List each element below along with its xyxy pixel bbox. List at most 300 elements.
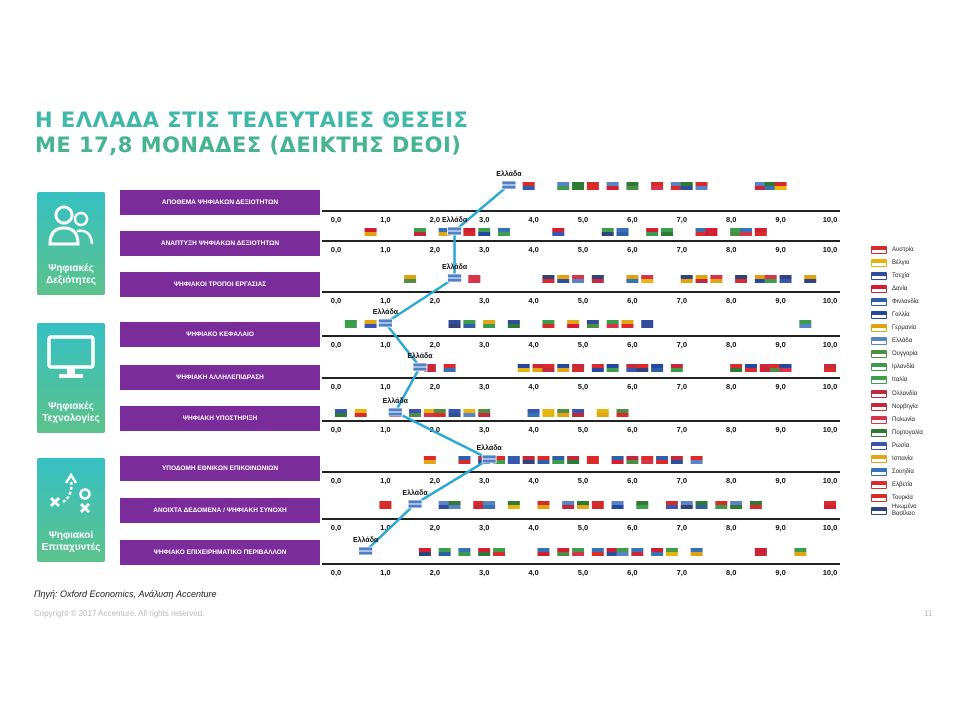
legend-flag-icon — [871, 494, 887, 502]
tick-label: 1,0 — [380, 523, 391, 532]
country-flag-point — [557, 182, 569, 186]
tick-label: 7,0 — [676, 215, 688, 224]
tick-label: 5,0 — [577, 568, 589, 577]
country-flag-point — [463, 232, 475, 236]
legend-flag-icon — [871, 455, 887, 463]
country-flag-point — [824, 364, 836, 368]
tick-label: 6,0 — [627, 523, 638, 532]
country-flag-point — [755, 232, 767, 236]
tick-label: 4,0 — [528, 568, 539, 577]
country-flag-point — [631, 552, 643, 556]
country-flag-point — [636, 505, 648, 509]
country-flag-point — [542, 279, 554, 283]
legend-label: Δανία — [892, 285, 908, 292]
country-flag-point — [463, 320, 475, 324]
country-flag-point — [592, 275, 604, 279]
legend-item — [871, 335, 940, 348]
country-flag-point — [478, 548, 490, 552]
country-flag-point — [740, 232, 752, 236]
tick-label: 2,0 — [429, 568, 441, 577]
country-flag-point — [651, 368, 663, 372]
country-flag-point — [478, 409, 490, 413]
country-flag-point — [621, 324, 633, 328]
country-flag-point — [577, 501, 589, 505]
tick-label: 6,0 — [627, 245, 638, 254]
country-flag-point — [745, 368, 757, 372]
country-flag-point — [424, 456, 436, 460]
country-flag-point — [592, 364, 604, 368]
tick-label: 8,0 — [725, 568, 737, 577]
country-flag-point — [607, 320, 619, 324]
country-flag-point — [597, 409, 609, 413]
country-flag-point — [626, 182, 638, 186]
country-flag-point — [463, 228, 475, 232]
country-flag-point — [612, 456, 624, 460]
category-label-line1: Ψηφιακοί — [48, 530, 94, 541]
tick-label: 4,0 — [528, 476, 539, 485]
country-flag-point — [572, 275, 584, 279]
country-flag-point — [681, 186, 693, 190]
category-label-line2: Επιταχυντές — [41, 542, 101, 553]
country-flag-point — [478, 552, 490, 556]
country-flag-point — [458, 552, 470, 556]
legend-label: Ιταλία — [892, 377, 908, 384]
tick-label: 5,0 — [577, 245, 589, 254]
greece-point-label: Ελλάδα — [353, 537, 379, 544]
tick-label: 9,0 — [775, 382, 786, 391]
tick-label: 8,0 — [725, 245, 737, 254]
metric-label: ΨΗΦΙΑΚΟΙ ΤΡΟΠΟΙ ΕΡΓΑΣΙΑΣ — [120, 272, 320, 297]
country-flag-point — [444, 364, 456, 368]
country-flag-point — [696, 275, 708, 279]
country-flag-point — [641, 460, 653, 464]
country-flag-point — [365, 324, 377, 328]
country-flag-point — [755, 228, 767, 232]
legend-label: Ολλανδία — [892, 390, 918, 397]
country-flag-point — [567, 324, 579, 328]
country-flag-point — [552, 232, 564, 236]
country-flag-point — [449, 320, 461, 324]
tick-label: 6,0 — [627, 340, 638, 349]
country-flag-point — [478, 413, 490, 417]
page-number: 11 — [924, 609, 933, 618]
legend-label: Ηνωμένο Βασίλειο — [892, 504, 917, 518]
country-flag-point — [607, 364, 619, 368]
tick-label: 10,0 — [822, 425, 838, 434]
chart-legend — [871, 243, 940, 518]
legend-label: Ελλάδα — [892, 338, 913, 345]
country-flag-point — [587, 320, 599, 324]
country-flag-point — [651, 552, 663, 556]
country-flag-point — [572, 182, 584, 186]
country-flag-point — [542, 320, 554, 324]
country-flag-point — [345, 320, 357, 324]
country-flag-point — [414, 232, 426, 236]
country-flag-point — [523, 456, 535, 460]
tick-label: 8,0 — [725, 382, 737, 391]
country-flag-point — [483, 324, 495, 328]
country-flag-point — [799, 320, 811, 324]
legend-label: Φινλανδία — [892, 298, 919, 305]
tick-label: 0,0 — [330, 425, 342, 434]
tick-label: 10,0 — [822, 215, 838, 224]
country-flag-point — [602, 232, 614, 236]
tick-label: 5,0 — [577, 215, 589, 224]
legend-item — [871, 387, 940, 400]
legend-item — [871, 282, 940, 295]
country-flag-point — [730, 364, 742, 368]
legend-flag-icon — [871, 259, 887, 267]
legend-label: Ουγγαρία — [892, 351, 918, 358]
tick-label: 4,0 — [528, 425, 539, 434]
legend-label: Γερμανία — [892, 325, 917, 332]
country-flag-point — [572, 368, 584, 372]
country-flag-point — [626, 186, 638, 190]
category-label-line2: Τεχνολογίες — [42, 413, 100, 424]
country-flag-point — [696, 501, 708, 505]
country-flag-point — [493, 548, 505, 552]
country-flag-point — [612, 505, 624, 509]
country-flag-point — [696, 186, 708, 190]
tick-label: 7,0 — [676, 382, 688, 391]
country-flag-point — [508, 324, 520, 328]
country-flag-point — [750, 501, 762, 505]
country-flag-point — [602, 228, 614, 232]
country-flag-point — [666, 501, 678, 505]
source-note: Πηγή: Oxford Economics, Ανάλυση Accenture — [34, 589, 217, 599]
country-flag-point — [355, 413, 367, 417]
metric-label: ΨΗΦΙΑΚΗ ΥΠΟΣΤΗΡΙΞΗ — [120, 406, 320, 431]
tick-label: 8,0 — [725, 425, 737, 434]
tick-label: 4,0 — [528, 382, 539, 391]
country-flag-point — [483, 501, 495, 505]
country-flag-point — [409, 409, 421, 413]
country-flag-point — [424, 460, 436, 464]
country-flag-point — [617, 548, 629, 552]
category-label-line2: Δεξιότητες — [46, 275, 96, 286]
tick-label: 2,0 — [429, 523, 441, 532]
country-flag-point — [735, 279, 747, 283]
tick-label: 1,0 — [380, 215, 391, 224]
country-flag-point — [745, 364, 757, 368]
country-flag-point — [656, 460, 668, 464]
tick-label: 4,0 — [528, 215, 539, 224]
legend-item — [871, 413, 940, 426]
country-flag-point — [498, 228, 510, 232]
country-flag-point — [607, 368, 619, 372]
tick-label: 9,0 — [775, 425, 786, 434]
tick-label: 0,0 — [330, 523, 342, 532]
country-flag-point — [715, 501, 727, 505]
tick-label: 8,0 — [725, 340, 737, 349]
country-flag-point — [715, 505, 727, 509]
country-flag-point — [681, 275, 693, 279]
country-flag-point — [691, 552, 703, 556]
country-flag-point — [641, 320, 653, 324]
legend-flag-icon — [871, 298, 887, 306]
country-flag-point — [656, 456, 668, 460]
tick-label: 1,0 — [380, 296, 391, 305]
tick-label: 10,0 — [822, 340, 838, 349]
country-flag-point — [572, 548, 584, 552]
country-flag-point — [597, 413, 609, 417]
greece-point-label: Ελλάδα — [441, 217, 468, 224]
greece-point-label: Ελλάδα — [441, 264, 468, 271]
country-flag-point — [666, 505, 678, 509]
country-flag-point — [730, 368, 742, 372]
country-flag-point — [478, 232, 490, 236]
tick-label: 9,0 — [775, 523, 786, 532]
country-flag-point — [617, 413, 629, 417]
country-flag-point — [572, 364, 584, 368]
tick-label: 0,0 — [330, 476, 342, 485]
legend-flag-icon — [871, 390, 887, 398]
metric-label: ΥΠΟΔΟΜΗ ΕΘΝΙΚΩΝ ΕΠΙΚΟΙΝΩΝΙΩΝ — [120, 456, 320, 481]
country-flag-point — [523, 186, 535, 190]
country-flag-point — [572, 186, 584, 190]
country-flag-point — [537, 501, 549, 505]
legend-item — [871, 439, 940, 452]
tick-label: 5,0 — [577, 340, 589, 349]
country-flag-point — [651, 186, 663, 190]
country-flag-point — [572, 279, 584, 283]
country-flag-point — [804, 279, 816, 283]
tick-label: 2,0 — [429, 382, 441, 391]
country-flag-point — [671, 368, 683, 372]
tick-label: 10,0 — [822, 382, 838, 391]
country-flag-point — [651, 182, 663, 186]
legend-label: Αυστρία — [892, 246, 914, 253]
tick-label: 2,0 — [429, 425, 441, 434]
country-flag-point — [592, 548, 604, 552]
tick-label: 3,0 — [478, 382, 490, 391]
greece-point-label: Ελλάδα — [382, 398, 408, 405]
tick-label: 7,0 — [676, 425, 688, 434]
tick-label: 9,0 — [775, 215, 786, 224]
legend-item — [871, 492, 940, 505]
title-line-1: Η ΕΛΛΑΔΑ ΣΤΙΣ ΤΕΛΕΥΤΑΙΕΣ ΘΕΣΕΙΣ — [35, 108, 469, 132]
legend-item — [871, 269, 940, 282]
country-flag-point — [710, 279, 722, 283]
country-flag-point — [780, 364, 792, 368]
metric-label: ΨΗΦΙΑΚΟ ΚΕΦΑΛΑΙΟ — [120, 322, 320, 347]
greece-point-label: Ελλάδα — [372, 309, 399, 316]
tick-label: 7,0 — [676, 568, 688, 577]
country-flag-point — [449, 501, 461, 505]
country-flag-point — [592, 368, 604, 372]
country-flag-point — [587, 182, 599, 186]
tick-label: 10,0 — [822, 245, 838, 254]
country-flag-point — [557, 552, 569, 556]
legend-item — [871, 361, 940, 374]
tick-label: 7,0 — [676, 476, 688, 485]
country-flag-point — [404, 275, 416, 279]
legend-flag-icon — [871, 246, 887, 254]
country-flag-point — [537, 505, 549, 509]
country-flag-point — [523, 460, 535, 464]
country-flag-point — [449, 505, 461, 509]
country-flag-point — [542, 413, 554, 417]
country-flag-point — [449, 413, 461, 417]
country-flag-point — [493, 552, 505, 556]
legend-flag-icon — [871, 285, 887, 293]
legend-item — [871, 243, 940, 256]
legend-label: Νορβηγία — [892, 403, 918, 410]
tick-label: 9,0 — [775, 245, 786, 254]
country-flag-point — [557, 186, 569, 190]
country-flag-point — [508, 501, 520, 505]
country-flag-point — [691, 548, 703, 552]
country-flag-point — [537, 456, 549, 460]
tick-label: 10,0 — [822, 523, 838, 532]
country-flag-point — [740, 228, 752, 232]
country-flag-point — [508, 460, 520, 464]
country-flag-point — [444, 368, 456, 372]
legend-label: Πορτογαλία — [892, 429, 923, 436]
legend-flag-icon — [871, 429, 887, 437]
tick-label: 2,0 — [429, 296, 441, 305]
country-flag-point — [592, 505, 604, 509]
tick-label: 2,0 — [429, 476, 441, 485]
tick-label: 4,0 — [528, 296, 539, 305]
tick-label: 4,0 — [528, 340, 539, 349]
country-flag-point — [651, 548, 663, 552]
country-flag-point — [537, 552, 549, 556]
tick-label: 7,0 — [676, 296, 688, 305]
country-flag-point — [355, 409, 367, 413]
country-flag-point — [661, 232, 673, 236]
tick-label: 1,0 — [380, 382, 391, 391]
tick-label: 8,0 — [725, 215, 737, 224]
legend-flag-icon — [871, 363, 887, 371]
legend-flag-icon — [871, 442, 887, 450]
metric-label: ΨΗΦΙΑΚΟ ΕΠΙΧΕΙΡΗΜΑΤΙΚΟ ΠΕΡΙΒΑΛΛΟΝ — [120, 540, 320, 565]
country-flag-point — [794, 548, 806, 552]
country-flag-point — [617, 232, 629, 236]
country-flag-point — [523, 182, 535, 186]
country-flag-point — [537, 548, 549, 552]
country-flag-point — [646, 228, 658, 232]
tick-label: 5,0 — [577, 296, 589, 305]
tick-label: 7,0 — [676, 523, 688, 532]
country-flag-point — [439, 548, 451, 552]
country-flag-point — [824, 505, 836, 509]
country-flag-point — [780, 368, 792, 372]
country-flag-point — [557, 368, 569, 372]
country-flag-point — [636, 501, 648, 505]
category-label-line1: Ψηφιακές — [48, 263, 94, 274]
country-flag-point — [780, 275, 792, 279]
country-flag-point — [379, 505, 391, 509]
country-flag-point — [379, 501, 391, 505]
country-flag-point — [612, 460, 624, 464]
legend-label: Πολωνία — [892, 416, 915, 423]
legend-flag-icon — [871, 468, 887, 476]
country-flag-point — [557, 275, 569, 279]
tick-label: 5,0 — [577, 523, 589, 532]
metric-label: ΑΝΟΙΧΤΑ ΔΕΔΟΜΕΝΑ / ΨΗΦΙΑΚΗ ΣΥΝΟΧΗ — [120, 498, 320, 523]
legend-item — [871, 479, 940, 492]
country-flag-point — [705, 232, 717, 236]
country-flag-point — [750, 505, 762, 509]
tick-label: 4,0 — [528, 523, 539, 532]
country-flag-point — [592, 279, 604, 283]
tick-label: 9,0 — [775, 296, 786, 305]
country-flag-point — [365, 232, 377, 236]
country-flag-point — [587, 324, 599, 328]
greece-point-label: Ελλάδα — [476, 445, 502, 452]
country-flag-point — [592, 501, 604, 505]
country-flag-point — [691, 456, 703, 460]
legend-item — [871, 400, 940, 413]
country-flag-point — [641, 275, 653, 279]
country-flag-point — [641, 324, 653, 328]
country-flag-point — [542, 364, 554, 368]
country-flag-point — [572, 409, 584, 413]
tick-label: 10,0 — [822, 296, 838, 305]
country-flag-point — [557, 413, 569, 417]
country-flag-point — [557, 409, 569, 413]
country-flag-point — [735, 275, 747, 279]
country-flag-point — [621, 320, 633, 324]
tick-label: 8,0 — [725, 296, 737, 305]
tick-label: 6,0 — [627, 296, 638, 305]
country-flag-point — [508, 456, 520, 460]
greece-point-label: Ελλάδα — [496, 171, 522, 178]
country-flag-point — [626, 456, 638, 460]
legend-flag-icon — [871, 350, 887, 358]
tick-label: 2,0 — [429, 340, 441, 349]
legend-label: Ιρλανδία — [892, 364, 915, 371]
country-flag-point — [780, 279, 792, 283]
country-flag-point — [365, 320, 377, 324]
legend-item — [871, 466, 940, 479]
country-flag-point — [710, 275, 722, 279]
tick-label: 3,0 — [478, 476, 490, 485]
tick-label: 5,0 — [577, 382, 589, 391]
tick-label: 8,0 — [725, 523, 737, 532]
legend-flag-icon — [871, 481, 887, 489]
country-flag-point — [641, 279, 653, 283]
tick-label: 4,0 — [528, 245, 539, 254]
country-flag-point — [681, 182, 693, 186]
country-flag-point — [607, 324, 619, 328]
tick-label: 3,0 — [478, 523, 490, 532]
country-flag-point — [463, 324, 475, 328]
legend-label: Τουρκία — [892, 495, 913, 502]
country-flag-point — [335, 409, 347, 413]
country-flag-point — [824, 368, 836, 372]
tick-label: 6,0 — [627, 215, 638, 224]
country-flag-point — [587, 456, 599, 460]
tick-label: 6,0 — [627, 476, 638, 485]
tick-label: 1,0 — [380, 245, 391, 254]
country-flag-point — [518, 368, 530, 372]
title-line-2: ΜΕ 17,8 ΜΟΝΑΔΕΣ (ΔΕΙΚΤΗΣ DEOI) — [35, 133, 462, 157]
country-flag-point — [508, 320, 520, 324]
country-flag-point — [542, 409, 554, 413]
tick-label: 3,0 — [478, 568, 490, 577]
tick-label: 1,0 — [380, 425, 391, 434]
country-flag-point — [607, 186, 619, 190]
metric-label: ΨΗΦΙΑΚΗ ΑΛΛΗΛΕΠΙΔΡΑΣΗ — [120, 365, 320, 390]
country-flag-point — [617, 228, 629, 232]
country-flag-point — [552, 460, 564, 464]
legend-label: Ισπανία — [892, 456, 913, 463]
tick-label: 0,0 — [330, 568, 342, 577]
country-flag-point — [696, 182, 708, 186]
tick-label: 0,0 — [330, 245, 342, 254]
